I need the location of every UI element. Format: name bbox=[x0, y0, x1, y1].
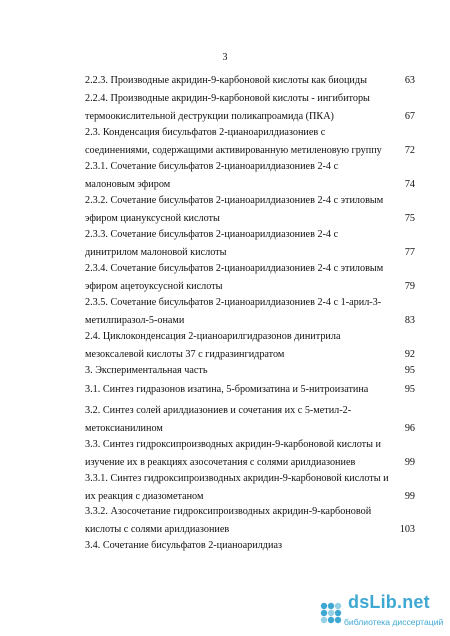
toc-entry-line: изучение их в реакциях азосочетания с солями арилдиазониев bbox=[85, 457, 356, 468]
toc-entry-line: 3.3. Синтез гидроксипроизводных акридин-9-карбоновой кислоты и bbox=[85, 439, 381, 450]
toc-entry-title bbox=[85, 194, 384, 225]
toc-entry-line: 2.3.5. Сочетание бисульфатов 2-цианоарилдиазониев 2-4 с 1-арил-3- bbox=[85, 297, 382, 308]
toc-entry-line: 3.2. Синтез солей арилдиазониев и сочетания их с 5-метил-2- bbox=[85, 405, 352, 416]
toc-entry-line: мезоксалевой кислоты 37 с гидразингидратом bbox=[85, 349, 285, 360]
toc-entry-title bbox=[85, 262, 384, 293]
toc-entry-title bbox=[85, 74, 367, 87]
toc-entry-page: 67 bbox=[404, 111, 415, 122]
toc-entry-title bbox=[85, 438, 381, 469]
toc-entry-title bbox=[85, 160, 355, 191]
toc-entry-line: 3.1. Синтез гидразонов изатина, 5-бромизатина и 5-нитроизатина bbox=[85, 384, 369, 395]
toc-entry-page: 99 bbox=[404, 457, 415, 468]
toc-entry-line: их реакция с диазометаном bbox=[85, 491, 204, 502]
toc-entry-page: 95 bbox=[404, 384, 415, 395]
toc-entry-title bbox=[85, 330, 355, 361]
toc-entry-line: 2.3.2. Сочетание бисульфатов 2-цианоарилдиазониев 2-4 с этиловым bbox=[85, 195, 384, 206]
toc-entry-line: эфиром циануксусной кислоты bbox=[85, 213, 220, 224]
toc-entry-line: кислоты с солями арилдиазониев bbox=[85, 524, 230, 535]
toc-entry-title bbox=[85, 472, 389, 503]
toc-entry-title bbox=[85, 92, 370, 123]
toc-entry-line: 2.3.4. Сочетание бисульфатов 2-цианоарилдиазониев 2-4 с этиловым bbox=[85, 263, 384, 274]
toc-entry-line: 2.2.4. Производные акридин-9-карбоновой кислоты - ингибиторы bbox=[85, 93, 370, 104]
toc-entry-line: метоксианилином bbox=[85, 423, 163, 434]
toc-entry-line: метилпиразол-5-онами bbox=[85, 315, 185, 326]
toc-entry-line: термоокислительной деструкции поликапроамида (ПКА) bbox=[85, 111, 334, 122]
toc-entry-line: 2.3. Конденсация бисульфатов 2-цианоарилдиазониев с bbox=[85, 127, 326, 138]
toc-entry-line: малоновым эфиром bbox=[85, 179, 171, 190]
toc-entry-page: 103 bbox=[399, 524, 415, 535]
toc-entry-title bbox=[85, 296, 382, 327]
toc-entry-page: 95 bbox=[404, 365, 415, 376]
toc-entry-title bbox=[85, 383, 369, 396]
toc-entry-line: 3.4. Сочетание бисульфатов 2-цианоарилдиаз bbox=[85, 540, 282, 551]
toc-entry-line: 2.2.3. Производные акридин-9-карбоновой кислоты как биоциды bbox=[85, 75, 367, 86]
toc-entry-line: 2.3.3. Сочетание бисульфатов 2-цианоарилдиазониев 2-4 с bbox=[85, 229, 339, 240]
toc-entry-page: 72 bbox=[404, 145, 415, 156]
toc-entry-title bbox=[85, 505, 372, 536]
toc-entry-page: 77 bbox=[404, 247, 415, 258]
toc-entry-line: 3. Экспериментальная часть bbox=[85, 365, 208, 376]
toc-entry-line: 3.3.2. Азосочетание гидроксипроизводных акридин-9-карбоновой bbox=[85, 506, 372, 517]
toc-entry-title bbox=[85, 126, 382, 157]
toc-entry-line: эфиром ацетоуксусной кислоты bbox=[85, 281, 223, 292]
toc-entry-line: соединениями, содержащими активированную метиленовую группу bbox=[85, 145, 382, 156]
toc-entry-page: 63 bbox=[404, 75, 415, 86]
watermark[interactable] bbox=[318, 592, 450, 634]
toc-entry-page: 74 bbox=[404, 179, 415, 190]
toc-entry-title bbox=[85, 364, 355, 377]
toc-entry-title bbox=[85, 404, 355, 435]
toc-entry-line: динитрилом малоновой кислоты bbox=[85, 247, 227, 258]
toc-entry-page: 75 bbox=[404, 213, 415, 224]
toc-entry-line: 3.3.1. Синтез гидроксипроизводных акридин-9-карбоновой кислоты и bbox=[85, 473, 389, 484]
toc-entry-page: 83 bbox=[404, 315, 415, 326]
watermark-name: dsLib.net bbox=[348, 592, 430, 612]
toc-entry-title bbox=[85, 539, 355, 552]
toc-entry-line: 2.4. Циклоконденсация 2-цианоарилгидразонов динитрила bbox=[85, 331, 341, 342]
watermark-subtitle: библиотека диссертаций bbox=[344, 617, 444, 627]
toc-entry-page: 92 bbox=[404, 349, 415, 360]
toc-entry-page: 96 bbox=[404, 423, 415, 434]
toc-entry-line: 2.3.1. Сочетание бисульфатов 2-цианоарилдиазониев 2-4 с bbox=[85, 161, 339, 172]
toc-entry-page: 79 bbox=[404, 281, 415, 292]
page-number: 3 bbox=[222, 52, 228, 63]
dslib-logo-icon bbox=[318, 600, 344, 626]
toc-entry-title bbox=[85, 228, 355, 259]
toc-entry-page: 99 bbox=[404, 491, 415, 502]
